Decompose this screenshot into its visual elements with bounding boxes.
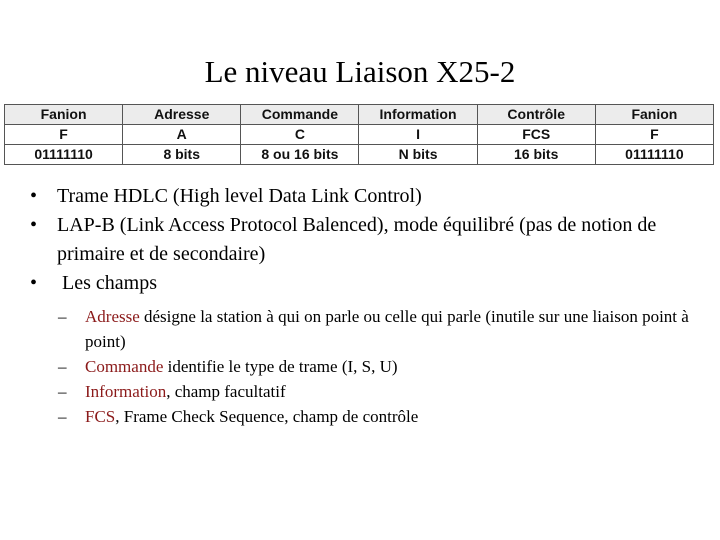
dash-icon: –	[58, 407, 67, 426]
bullet-icon: •	[30, 185, 38, 207]
frame-cell: 8 ou 16 bits	[241, 145, 359, 165]
field-description: , Frame Check Sequence, champ de contrôle	[115, 407, 419, 426]
bullet-item	[30, 269, 710, 429]
sub-item	[58, 354, 710, 379]
sub-list	[57, 304, 710, 429]
field-term-information: Information	[85, 382, 167, 401]
frame-cell: F	[5, 125, 123, 145]
dash-icon: –	[58, 382, 67, 401]
dash-icon: –	[58, 357, 67, 376]
frame-size-row	[5, 145, 714, 165]
slide-title: Le niveau Liaison X25-2	[204, 54, 516, 89]
bullet-icon: •	[30, 272, 38, 294]
frame-cell: Commande	[241, 105, 359, 125]
frame-cell: Fanion	[5, 105, 123, 125]
frame-cell: FCS	[477, 125, 595, 145]
field-term-fcs: FCS	[85, 407, 116, 426]
frame-cell: Adresse	[123, 105, 241, 125]
frame-cell: Contrôle	[477, 105, 595, 125]
field-description: identifie le type de trame (I, S, U)	[163, 357, 398, 376]
bullet-list	[30, 182, 710, 429]
sub-item	[58, 379, 710, 404]
field-term-adresse: Adresse	[85, 307, 140, 326]
bullet-text: Les champs	[57, 272, 157, 294]
field-description: , champ facultatif	[166, 382, 286, 401]
frame-cell: Fanion	[595, 105, 713, 125]
frame-cell: I	[359, 125, 477, 145]
frame-cell: 16 bits	[477, 145, 595, 165]
frame-cell: 8 bits	[123, 145, 241, 165]
frame-cell: Information	[359, 105, 477, 125]
frame-cell: C	[241, 125, 359, 145]
field-term-commande: Commande	[85, 357, 164, 376]
bullet-item	[30, 182, 710, 211]
bullet-text: LAP-B (Link Access Protocol Balenced), mode équilibré (pas de notion de primaire et de secondaire)	[57, 214, 657, 265]
bullet-icon: •	[30, 214, 38, 236]
sub-item	[58, 404, 710, 429]
frame-symbol-row	[5, 125, 714, 145]
bullet-text: Trame HDLC (High level Data Link Control)	[57, 185, 422, 207]
frame-cell: N bits	[359, 145, 477, 165]
frame-cell: A	[123, 125, 241, 145]
sub-item	[58, 304, 710, 354]
hdlc-frame-table	[4, 104, 714, 165]
frame-cell: 01111110	[595, 145, 713, 165]
frame-header-row	[5, 105, 714, 125]
frame-cell: F	[595, 125, 713, 145]
bullet-item	[30, 211, 710, 269]
field-description: désigne la station à qui on parle ou celle qui parle (inutile sur une liaison point à point)	[85, 307, 689, 351]
dash-icon: –	[58, 307, 67, 326]
frame-cell: 01111110	[5, 145, 123, 165]
